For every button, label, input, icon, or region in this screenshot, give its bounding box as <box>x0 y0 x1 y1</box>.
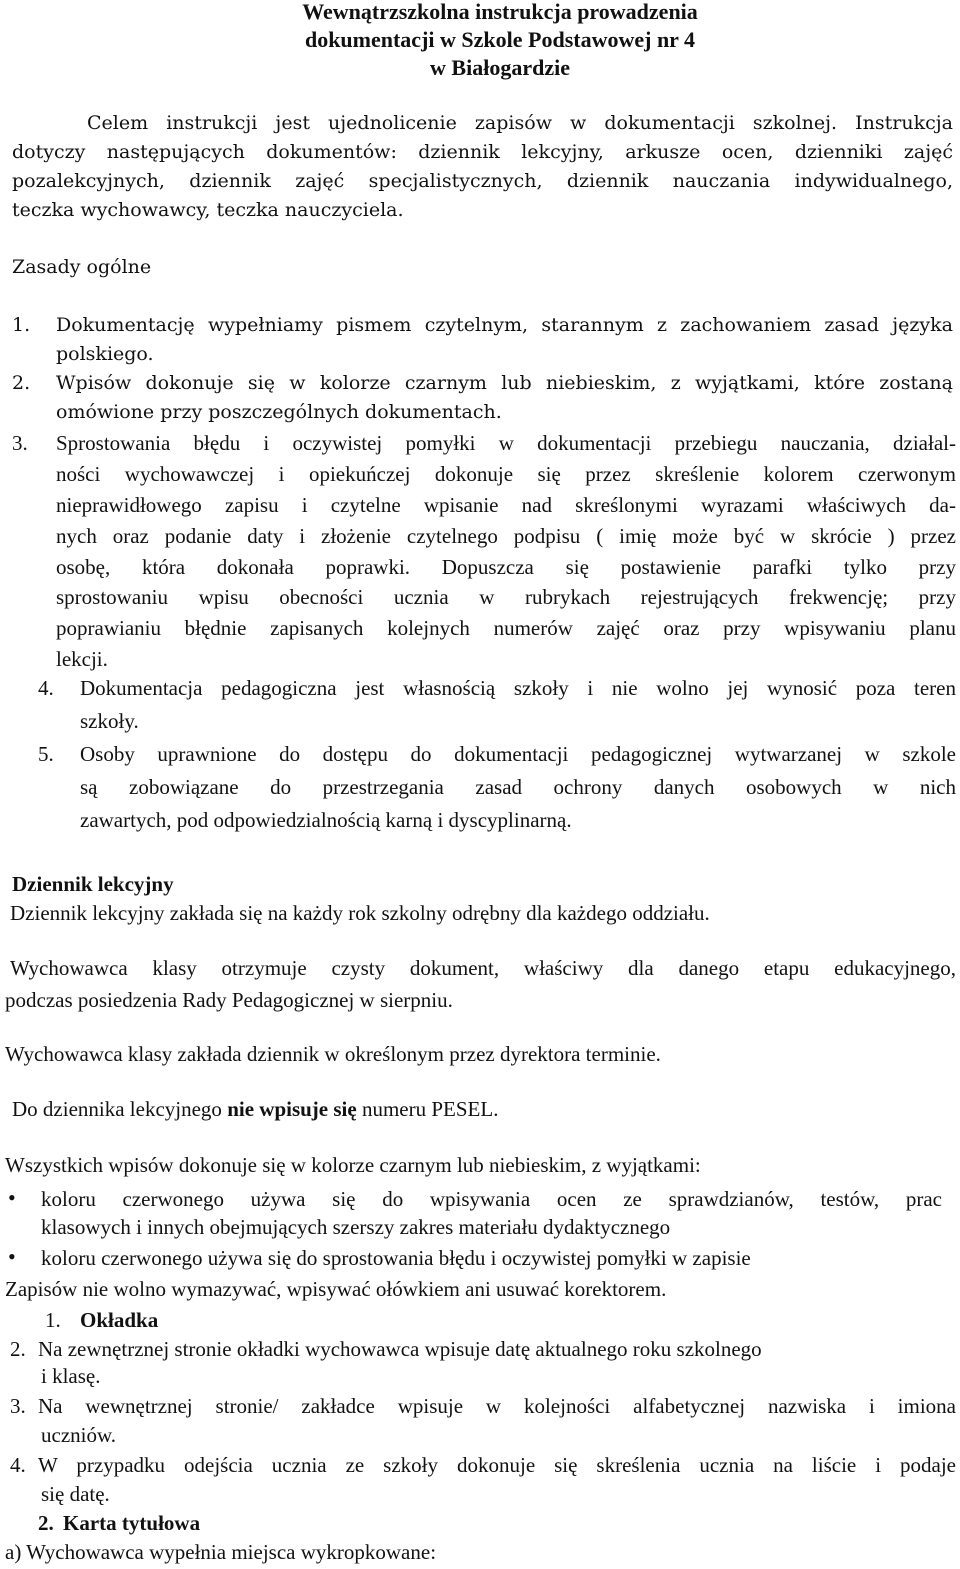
general-heading: Zasady ogólne <box>12 256 152 278</box>
intro-line-1: Celem instrukcji jest ujednolicenie zapisów w dokumentacji szkolnej. Instrukcja <box>87 112 953 134</box>
section-1-num: 1. <box>45 1308 61 1332</box>
general-item-3-line-4: nych oraz podanie daty i złożenie czytelnego podpisu ( imię może być w skrócie ) przez <box>56 524 956 548</box>
sub-item-2-line-2: i klasę. <box>41 1364 101 1388</box>
sub-item-3-num: 3. <box>10 1394 26 1418</box>
general-item-3-line-5: osobę, która dokonała poprawki. Dopuszcza się postawienie parafki tylko przy <box>56 555 956 579</box>
doc-title-line-1: Wewnątrzszkolna instrukcja prowadzenia <box>302 0 698 24</box>
diary-paragraph-6: Zapisów nie wolno wymazywać, wpisywać ołówkiem ani usuwać korektorem. <box>5 1277 667 1301</box>
bullet-1-line-2: klasowych i innych obejmujących szerszy zakres materiału dydaktycznego <box>41 1215 671 1239</box>
general-item-5-line-2: są zobowiązane do przestrzegania zasad ochrony danych osobowych w nich <box>80 775 956 799</box>
general-item-5-num: 5. <box>38 742 54 766</box>
diary-paragraph-4 <box>12 1097 498 1122</box>
general-item-3-line-2: ności wychowawczej i opiekuńczej dokonuje się przez skreślenie kolorem czerwonym <box>56 462 956 486</box>
doc-title-line-3: w Białogardzie <box>430 55 570 80</box>
diary-paragraph-2-line-1: Wychowawca klasy otrzymuje czysty dokument, właściwy dla danego etapu edukacyjnego, <box>10 956 956 980</box>
bullet-1-icon: • <box>8 1185 16 1210</box>
intro-line-4: teczka wychowawcy, teczka nauczyciela. <box>12 199 404 221</box>
pesel-text-after: numeru PESEL. <box>356 1097 499 1121</box>
diary-paragraph-5: Wszystkich wpisów dokonuje się w kolorze czarnym lub niebieskim, z wyjątkami: <box>5 1153 701 1177</box>
diary-heading: Dziennik lekcyjny <box>12 872 174 896</box>
general-item-3-line-6: sprostowaniu wpisu obecności ucznia w rubrykach rejestrujących frekwencję; przy <box>56 585 956 609</box>
general-item-1-line-2: polskiego. <box>56 343 154 365</box>
general-item-3-line-3: nieprawidłowego zapisu i czytelne wpisanie nad skreślonymi wyrazami właściwych da- <box>56 493 956 517</box>
sub-item-2-line-1: Na zewnętrznej stronie okładki wychowawca wpisuje datę aktualnego roku szkolnego <box>38 1337 762 1361</box>
general-item-5-line-1: Osoby uprawnione do dostępu do dokumentacji pedagogicznej wytwarzanej w szkole <box>80 742 956 766</box>
general-item-2-num: 2. <box>12 372 31 394</box>
intro-line-2: dotyczy następujących dokumentów: dziennik lekcyjny, arkusze ocen, dzienniki zajęć <box>12 141 953 163</box>
general-item-5-line-3: zawartych, pod odpowiedzialnością karną i dyscyplinarną. <box>80 808 572 832</box>
sub-item-4-num: 4. <box>10 1453 26 1477</box>
sub-item-4-line-2: się datę. <box>41 1482 110 1506</box>
general-item-1-line-1: Dokumentację wypełniamy pismem czytelnym, starannym z zachowaniem zasad języka <box>56 314 953 336</box>
diary-paragraph-2-line-2: podczas posiedzenia Rady Pedagogicznej w sierpniu. <box>5 988 453 1012</box>
intro-line-3: pozalekcyjnych, dziennik zajęć specjalistycznych, dziennik nauczania indywidualnego, <box>12 170 953 192</box>
general-item-1-num: 1. <box>12 314 31 336</box>
pesel-text-bold: nie wpisuje się <box>227 1097 357 1121</box>
general-item-2-line-1: Wpisów dokonuje się w kolorze czarnym lub niebieskim, z wyjątkami, które zostaną <box>56 372 953 394</box>
sub-item-3-line-2: uczniów. <box>41 1423 117 1447</box>
general-item-4-num: 4. <box>38 676 54 700</box>
sub-item-4-line-1: W przypadku odejścia ucznia ze szkoły dokonuje się skreślenia ucznia na liście i podaje <box>38 1453 956 1477</box>
general-item-3-num: 3. <box>12 431 28 455</box>
general-item-3-line-8: lekcji. <box>56 647 108 671</box>
section-2-num: 2. <box>38 1511 54 1535</box>
bullet-1-line-1: koloru czerwonego używa się do wpisywania ocen ze sprawdzianów, testów, prac <box>41 1187 942 1211</box>
general-item-3-line-7: poprawianiu błędnie zapisanych kolejnych numerów zajęć oraz przy wpisywaniu planu <box>56 616 956 640</box>
general-item-4-line-1: Dokumentacja pedagogiczna jest własnością szkoły i nie wolno jej wynosić poza teren <box>80 676 956 700</box>
pesel-text-before: Do dziennika lekcyjnego <box>12 1097 228 1121</box>
last-line: a) Wychowawca wypełnia miejsca wykropkowane: <box>5 1540 437 1564</box>
section-1-label: Okładka <box>80 1308 159 1332</box>
section-2-label: Karta tytułowa <box>63 1511 201 1535</box>
general-item-2-line-2: omówione przy poszczególnych dokumentach. <box>56 401 502 423</box>
general-item-4-line-2: szkoły. <box>80 709 139 733</box>
diary-paragraph-1: Dziennik lekcyjny zakłada się na każdy rok szkolny odrębny dla każdego oddziału. <box>10 901 710 925</box>
diary-paragraph-3: Wychowawca klasy zakłada dziennik w określonym przez dyrektora terminie. <box>5 1042 661 1066</box>
sub-item-3-line-1: Na wewnętrznej stronie/ zakładce wpisuje w kolejności alfabetycznej nazwiska i imiona <box>38 1394 956 1418</box>
bullet-2-line-1: koloru czerwonego używa się do sprostowania błędu i oczywistej pomyłki w zapisie <box>41 1246 751 1270</box>
general-item-3-line-1: Sprostowania błędu i oczywistej pomyłki w dokumentacji przebiegu nauczania, działal- <box>56 431 956 455</box>
doc-title-line-2: dokumentacji w Szkole Podstawowej nr 4 <box>304 27 696 52</box>
bullet-2-icon: • <box>8 1244 16 1269</box>
sub-item-2-num: 2. <box>10 1337 26 1361</box>
